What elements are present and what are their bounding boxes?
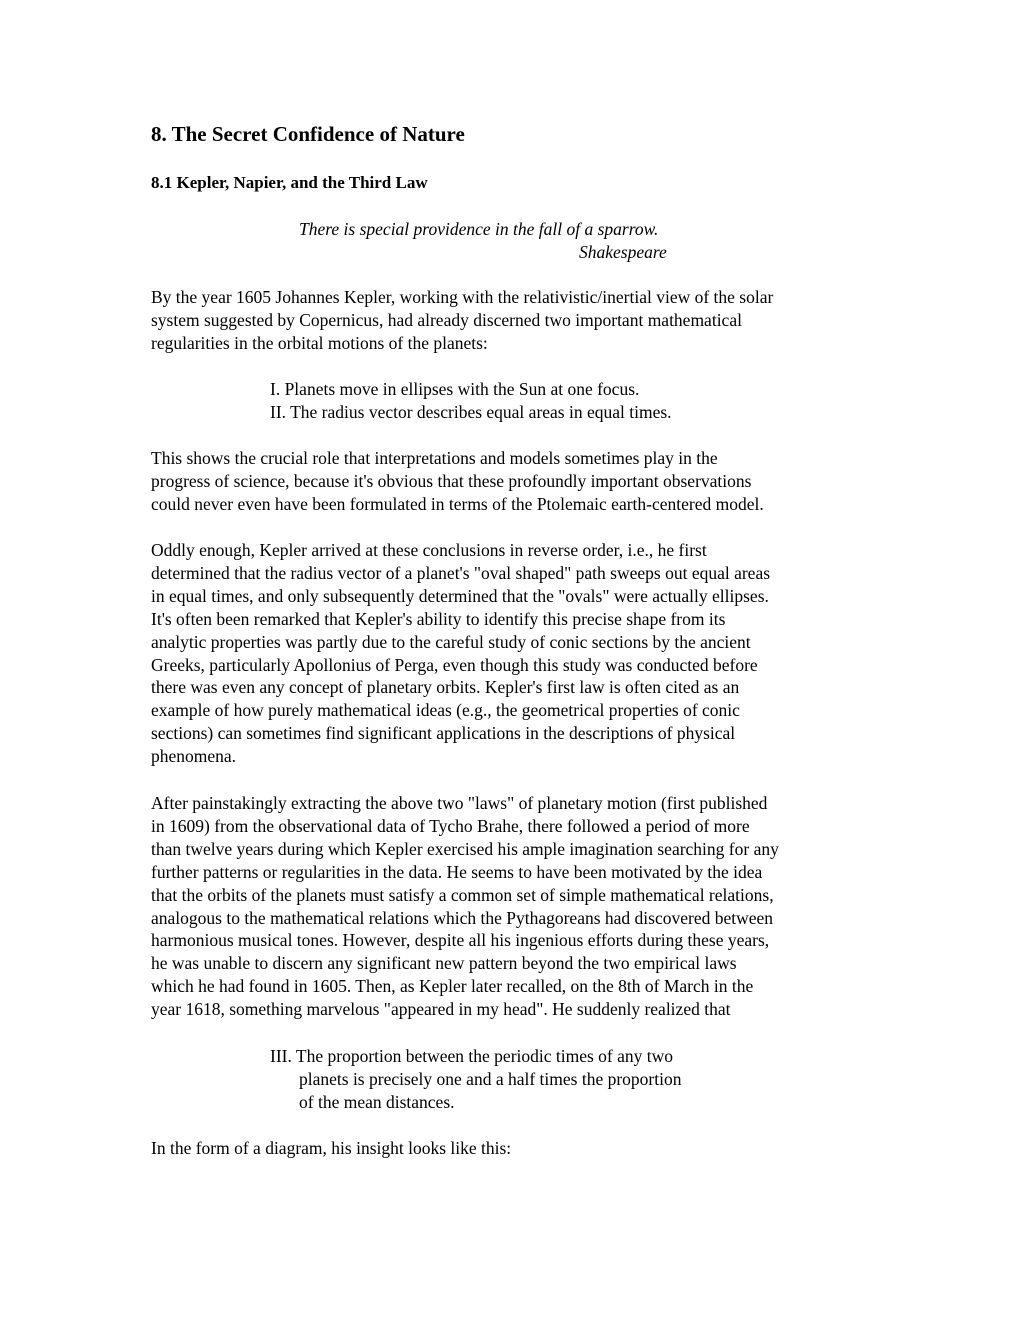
paragraph-line: he was unable to discern any significant new pattern beyond the two empirical laws — [151, 953, 737, 974]
paragraph-line: there was even any concept of planetary orbits. Kepler's first law is often cited as an — [151, 677, 740, 698]
paragraph-2 — [151, 447, 764, 516]
paragraph-line: By the year 1605 Johannes Kepler, working with the relativistic/inertial view of the solar — [151, 287, 774, 307]
paragraph-line: sections) can sometimes find significant applications in the descriptions of physical — [151, 723, 736, 744]
paragraph-line: After painstakingly extracting the above two "laws" of planetary motion (first published — [151, 793, 768, 813]
paragraph-4 — [151, 792, 779, 1021]
epigraph-quote: There is special providence in the fall of a sparrow. — [299, 219, 659, 239]
paragraph-line: harmonious musical tones. However, despite all his ingenious efforts during these years, — [151, 930, 770, 951]
paragraph-line: further patterns or regularities in the data. He seems to have been motivated by the idea — [151, 861, 763, 882]
paragraph-5 — [151, 1137, 511, 1160]
paragraph-1 — [151, 286, 773, 355]
paragraph-line: example of how purely mathematical ideas (e.g., the geometrical properties of conic — [151, 700, 740, 721]
law-3-line: of the mean distances. — [299, 1091, 455, 1112]
paragraph-line: Greeks, particularly Apollonius of Perga, even though this study was conducted before — [151, 654, 758, 675]
paragraph-line: regularities in the orbital motions of the planets: — [151, 332, 488, 353]
law-3-line: planets is precisely one and a half times the proportion — [299, 1068, 682, 1089]
paragraph-line: progress of science, because it's obvious that these profoundly important observations — [151, 470, 752, 491]
paragraph-line: determined that the radius vector of a planet's "oval shaped" path sweeps out equal areas — [151, 562, 771, 583]
paragraph-line: could never even have been formulated in terms of the Ptolemaic earth-centered model. — [151, 493, 764, 514]
law-1: I. Planets move in ellipses with the Sun at one focus. — [270, 379, 640, 399]
paragraph-line: It's often been remarked that Kepler's ability to identify this precise shape from its — [151, 608, 726, 629]
paragraph-line: than twelve years during which Kepler exercised his ample imagination searching for any — [151, 838, 779, 859]
paragraph-line: that the orbits of the planets must satisfy a common set of simple mathematical relations, — [151, 884, 774, 905]
paragraph-line: system suggested by Copernicus, had already discerned two important mathematical — [151, 309, 742, 330]
paragraph-line: Oddly enough, Kepler arrived at these conclusions in reverse order, i.e., he first — [151, 540, 707, 560]
paragraph-line: year 1618, something marvelous "appeared in my head". He suddenly realized that — [151, 999, 731, 1020]
paragraph-line: analogous to the mathematical relations which the Pythagoreans had discovered between — [151, 907, 774, 928]
section-title: 8.1 Kepler, Napier, and the Third Law — [151, 173, 428, 192]
paragraph-line: This shows the crucial role that interpretations and models sometimes play in the — [151, 448, 718, 468]
paragraph-line: phenomena. — [151, 746, 237, 767]
paragraph-line: in equal times, and only subsequently determined that the "ovals" were actually ellipses. — [151, 585, 769, 606]
paragraph-line: in 1609) from the observational data of Tycho Brahe, there followed a period of more — [151, 815, 750, 836]
paragraph-3 — [151, 539, 770, 768]
epigraph-attribution: Shakespeare — [579, 242, 667, 262]
law-3 — [270, 1045, 681, 1114]
chapter-title: 8. The Secret Confidence of Nature — [151, 122, 465, 146]
paragraph-line: which he had found in 1605. Then, as Kepler later recalled, on the 8th of March in the — [151, 976, 754, 997]
laws-list-1-2 — [270, 378, 672, 424]
paragraph-line: analytic properties was partly due to the careful study of conic sections by the ancient — [151, 631, 751, 652]
paragraph-line: In the form of a diagram, his insight looks like this: — [151, 1138, 512, 1158]
law-3-line: III. The proportion between the periodic times of any two — [270, 1046, 674, 1066]
law-2: II. The radius vector describes equal areas in equal times. — [270, 401, 672, 422]
